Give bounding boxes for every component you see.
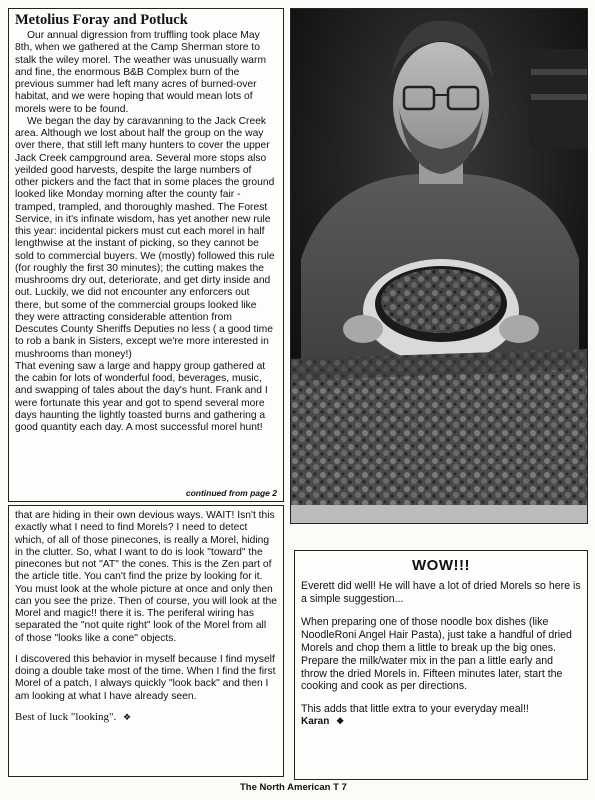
continued-label: continued from page 2 [185, 488, 277, 498]
wow-signature: Karan [301, 716, 330, 728]
wow-title: WOW!!! [412, 557, 470, 574]
continued-paragraph-1: that are hiding in their own devious ways. WAIT! Isn't this exactly what I need to find Morels? I need to detect which, of all of those pinecones, is really a Morel, hiding in the clutter. So, what I want to do is look "toward" the pinecones but not "AT" the cones. This is the Zen part of the article title. You can't find the prize by looking for it. You must look at the whole picture at once and only then can you see the prize. Then of course, you will look at the Morel and magic!! there it is. The periferal wiring has separated the "not quite right" look of the Morel from all of those "looks like a cone" objects. [15, 510, 277, 644]
wow-paragraph-3: This adds that little extra to your everyday meal!! [301, 703, 529, 716]
article-body [15, 30, 277, 434]
article-paragraph-1: Our annual digression from truffling took place May 8th, when we gathered at the Camp Sherman store to stalk the wiley morel. The weather was unusually warm and fine, the enormous B&B Complex burn of the previous summer had left many acres of burned-over habitat, and we were hoping that would mean lots of morels were to be found. [15, 30, 267, 115]
closing-line [15, 711, 277, 723]
wow-paragraph-2: When preparing one of those noodle box dishes (like NoodleRoni Angel Hair Pasta), just take a handful of dried Morels and chop them a little to break up the big ones. Prepare the milk/water mix in the pan a little early and throw the dried Morels in. Fifteen minutes later, start the cooking and cook as per directions. [301, 615, 572, 693]
wow-paragraph-1: Everett did well! He will have a lot of dried Morels so here is a simple suggestion... [301, 580, 581, 605]
diamond-ornament-icon: ❖ [336, 716, 345, 727]
wow-signature-line [301, 716, 581, 727]
wow-body [301, 580, 581, 716]
wow-tip-box [294, 550, 588, 780]
continued-article-body [15, 510, 277, 703]
closing-text: Best of luck "looking". [15, 710, 117, 723]
article-paragraph-2: We began the day by caravanning to the Jack Creek area. Although we lost about half the group on the way over there, that still left many hunters to cover the upper Jack Creek campground area. Several more stops also yeilded good harvests, despite the large numbers of other pickers and the fact that in some places the ground looked like Monday morning after the county fair - tramped, trampled, and thoroughly mashed. The Forest Service, in it's infinate wisdom, has yet another new rule this year: incidental pickers must cut each morel in half lengthwise at the instant of picking, so they cannot be sold to commercial buyers. We (mostly) followed this rule (for roughly the first 30 minutes); the cutting makes the mushrooms dry out, deteriorate, and get dirty inside and out. Luckily, we did not encounter any enforcers out there, but some of the commercial groups looked like they were attracting considerable attention from Descutes County Sheriffs Deputies no less ( a good time to rob a bank in Sisters, except we're more interested in mushrooms than money!) [15, 115, 275, 360]
continued-paragraph-2: I discovered this behavior in myself because I find myself doing a double take most of the time. When I find the first Morel of a patch, I always quickly "look back" and then I am looking at what I have already seen. [15, 653, 276, 702]
article-box [8, 8, 284, 502]
article-paragraph-3: That evening saw a large and happy group gathered at the cabin for lots of wonderful food, beverages, music, and swapping of tales about the day's hunt. Frank and I were fortunate this year and got to spend several more days haunting the lightly toasted burns and gathering a good quantity each day. A most successful morel hunt! [15, 360, 268, 433]
photo-illustration [291, 9, 588, 524]
man-with-morels-photo [290, 8, 588, 524]
page-footer: The North American T 7 [240, 782, 347, 793]
article-title: Metolius Foray and Potluck [15, 12, 188, 28]
diamond-ornament-icon: ❖ [123, 711, 132, 722]
continued-article-box [8, 505, 284, 777]
